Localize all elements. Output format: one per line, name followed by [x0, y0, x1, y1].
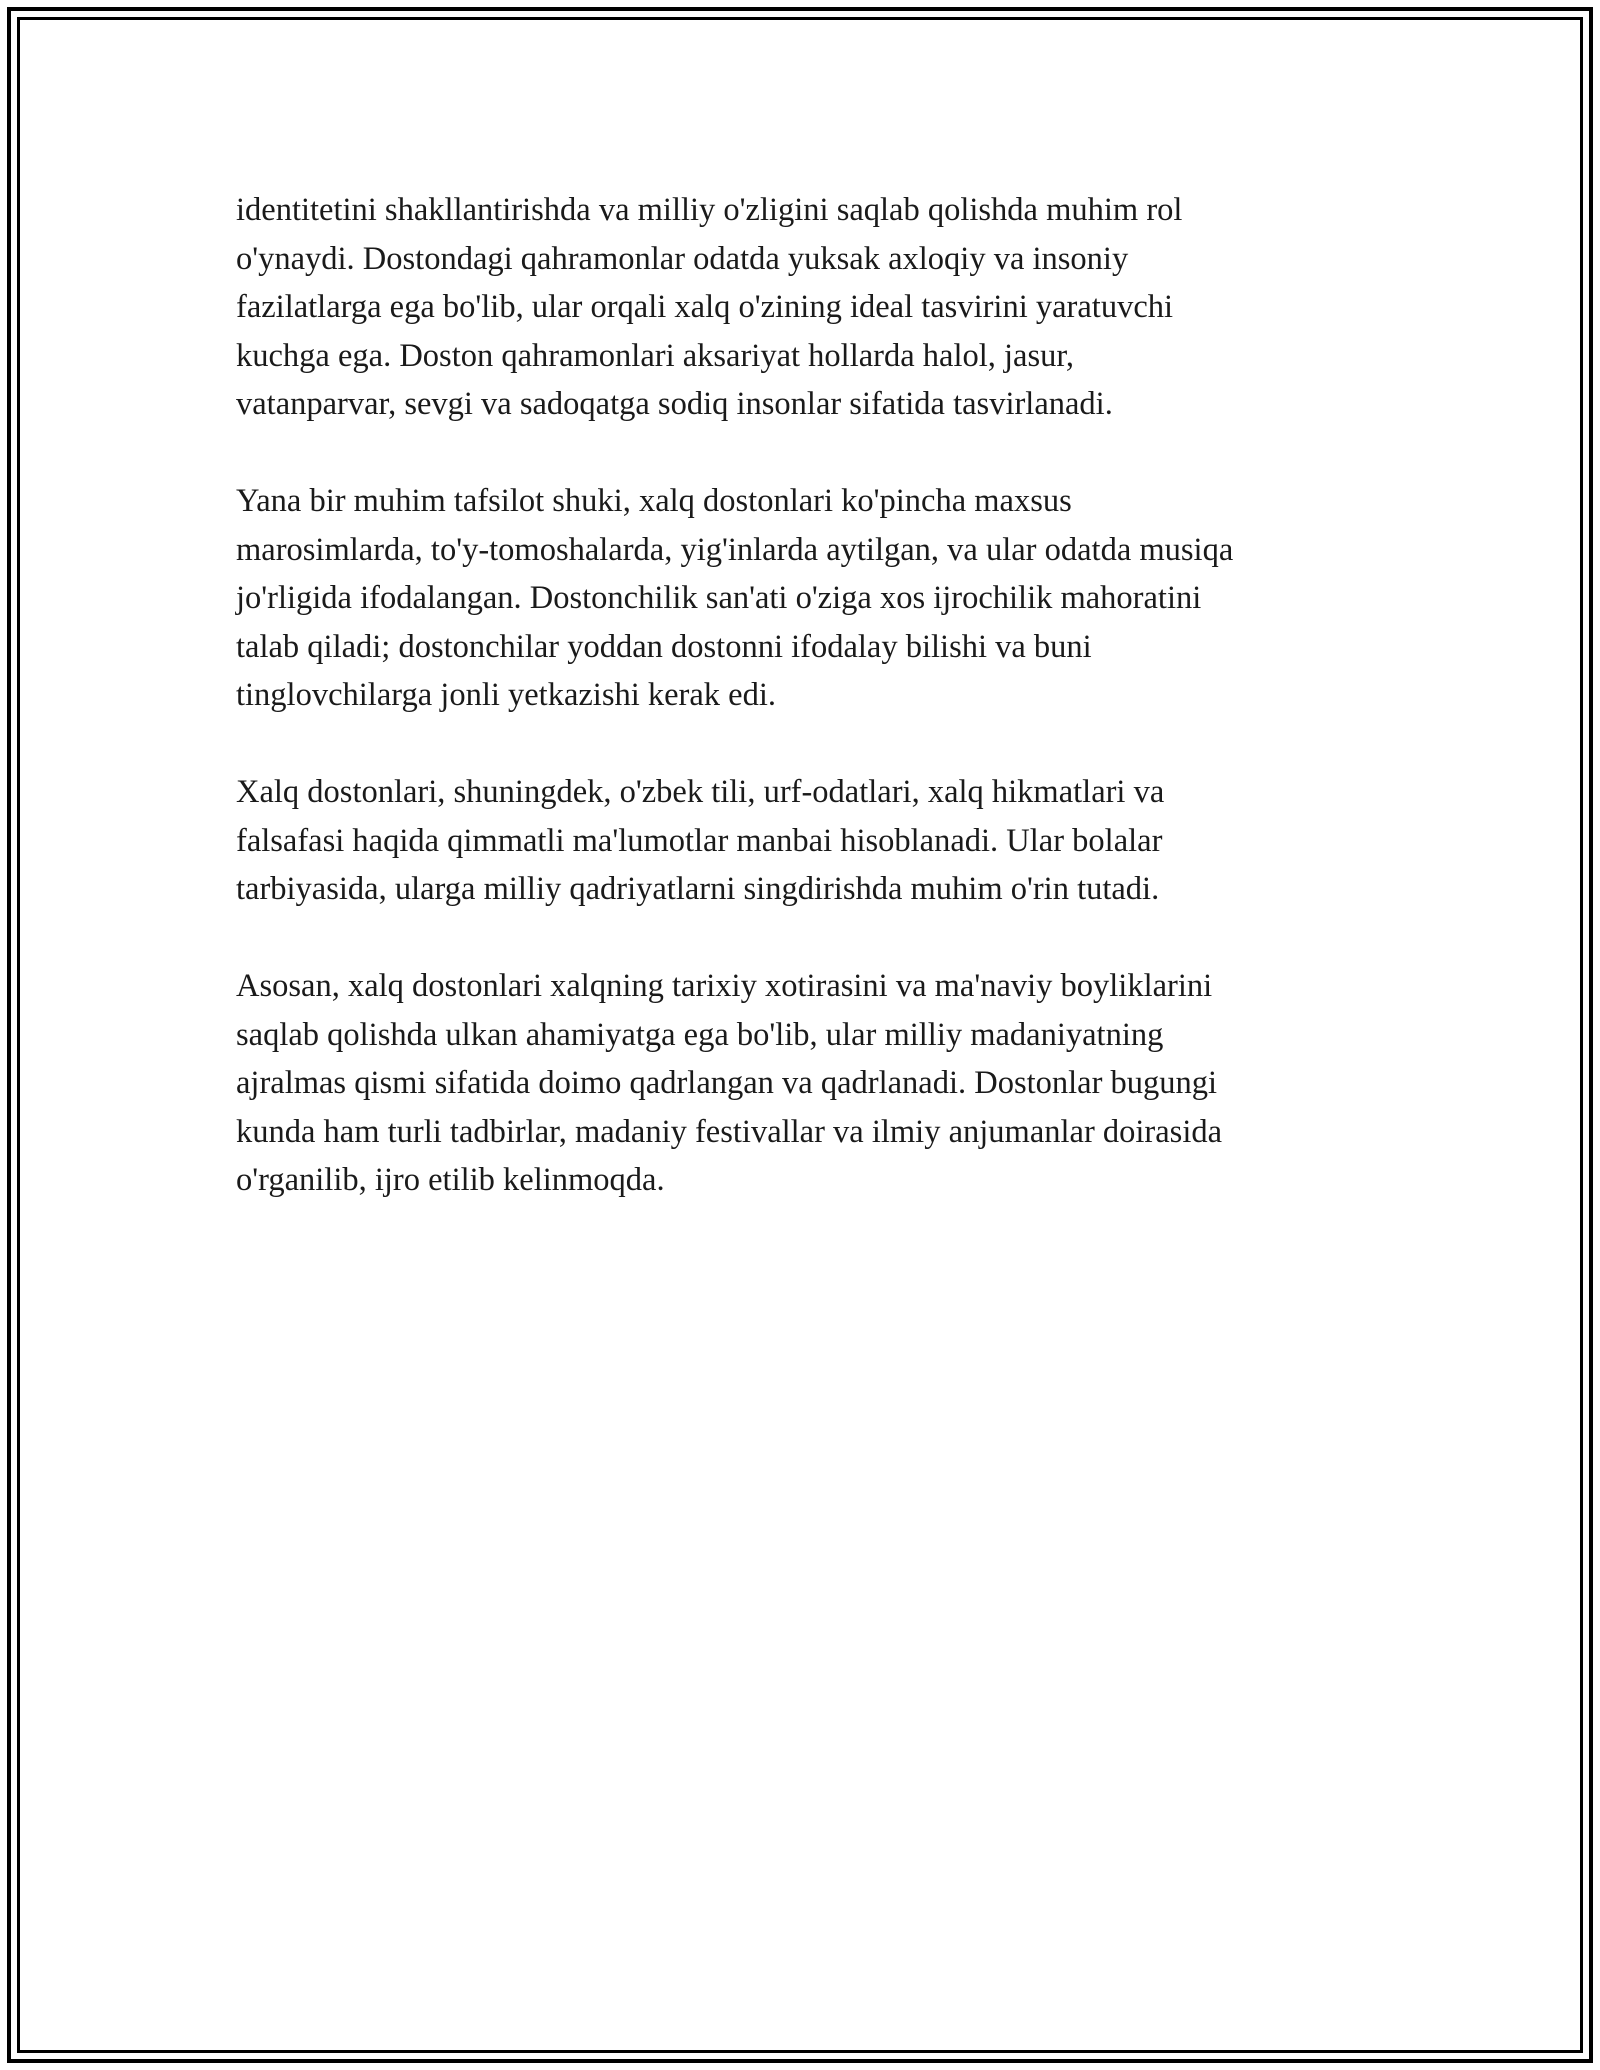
document-body: [236, 186, 1416, 1253]
paragraph-4: Asosan, xalq dostonlari xalqning tarixiy xotirasini va ma'naviy boyliklarini saqlab qolishda ulkan ahamiyatga ega bo'lib, ular milliy madaniyatning ajralmas qismi sifatida doimo qadrlangan va qadrlanadi. Dostonlar bugungi kunda ham turli tadbirlar, madaniy festivallar va ilmiy anjumanlar doirasida o'rganilib, ijro etilib kelinmoqda.: [236, 968, 1223, 1198]
paragraph-3: Xalq dostonlari, shuningdek, o'zbek tili, urf-odatlari, xalq hikmatlari va falsafasi haqida qimmatli ma'lumotlar manbai hisoblanadi. Ular bolalar tarbiyasida, ularga milliy qadriyatlarni singdirishda muhim o'rin tutadi.: [236, 774, 1165, 907]
paragraph-1: identitetini shakllantirishda va milliy o'zligini saqlab qolishda muhim rol o'ynaydi. Dostondagi qahramonlar odatda yuksak axloqiy va insoniy fazilatlarga ega bo'lib, ular orqali xalq o'zining ideal tasvirini yaratuvchi kuchga ega. Doston qahramonlari aksariyat hollarda halol, jasur, vatanparvar, sevgi va sadoqatga sodiq insonlar sifatida tasvirlanadi.: [236, 192, 1183, 422]
paragraph-2: Yana bir muhim tafsilot shuki, xalq dostonlari ko'pincha maxsus marosimlarda, to'y-tomoshalarda, yig'inlarda aytilgan, va ular odatda musiqa jo'rligida ifodalangan. Dostonchilik san'ati o'ziga xos ijrochilik mahoratini talab qiladi; dostonchilar yoddan dostonni ifodalay bilishi va buni tinglovchilarga jonli yetkazishi kerak edi.: [236, 483, 1234, 713]
